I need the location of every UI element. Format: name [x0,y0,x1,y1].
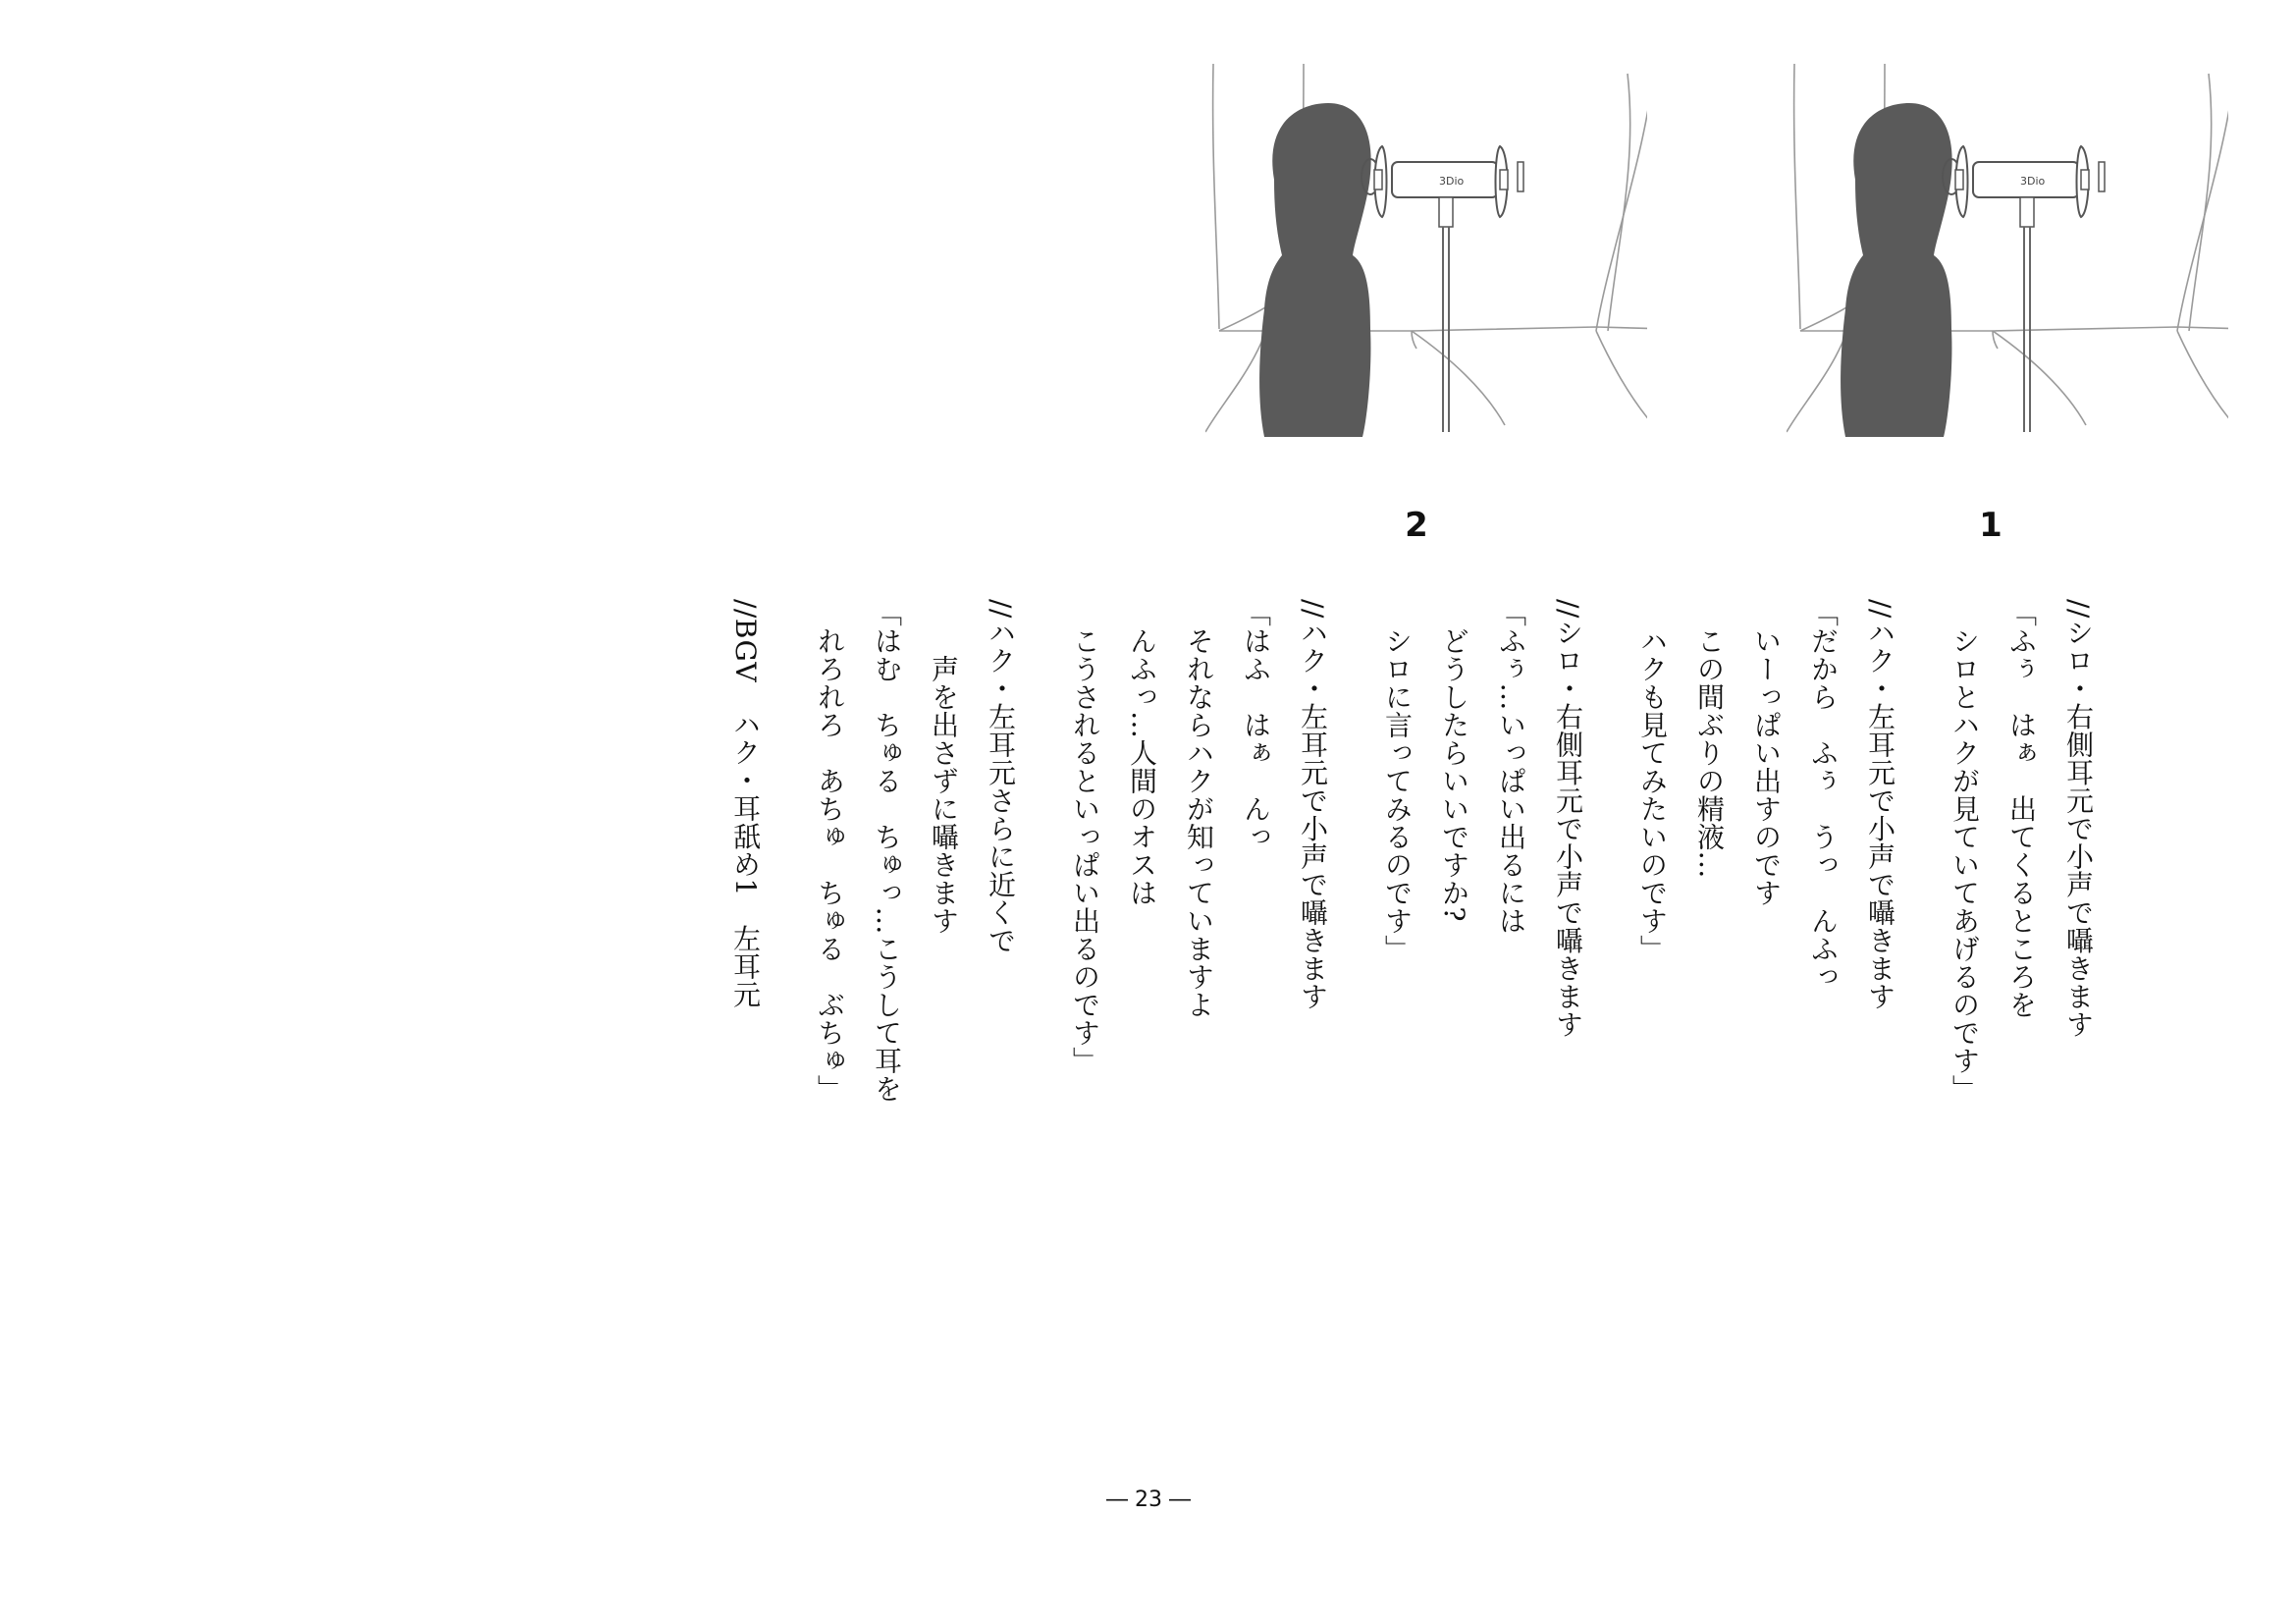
binaural-recording-illustration [1787,44,2228,437]
script-gap [774,599,801,1267]
script-line: //シロ・右側耳元で小声で囁きます [1552,599,1584,1039]
binaural-recording-illustration [1205,44,1647,437]
script-line: こうされるといっぱい出るのです」 [1069,599,1101,1075]
script-line: //ハク・左耳元で小声で囁きます [1297,599,1329,1010]
person-silhouette [1259,103,1371,437]
script-line: 「だから ふぅ うっ んふっ [1807,599,1840,991]
script-line: ハクも見てみたいのです」 [1636,599,1669,963]
panel-number-1: 1 [1979,506,2002,545]
script-line: いーっぱい出すのです [1750,599,1783,907]
panel-number-2: 2 [1405,506,1428,545]
mic-label: 3Dio [1439,175,1465,188]
script-line: //シロ・右側耳元で小声で囁きます [2062,599,2095,1039]
script-gap [1341,599,1368,1267]
script-text [717,599,2107,1267]
script-line: んふっ…人間のオスは [1126,599,1158,907]
script-line: この間ぶりの精液… [1693,599,1726,879]
script-line: シロに言ってみるのです」 [1381,599,1414,963]
script-line: 「ふぅ はぁ 出てくるところを [2005,599,2038,1019]
script-gap [1029,599,1056,1267]
script-line: //BGV ハク・耳舐め1 左耳元 [729,599,762,1008]
script-gap [1596,599,1624,1267]
script-gap [1908,599,1936,1267]
script-line: どうしたらいいですか? [1438,599,1470,923]
script-line: 「ふぅ…いっぱい出るには [1495,599,1527,935]
script-line: //ハク・左耳元で小声で囁きます [1864,599,1896,1010]
script-line: 「はふ はぁ んっ [1240,599,1272,851]
person-silhouette [1841,103,1952,437]
script-line: シロとハクが見ていてあげるのです」 [1949,599,1981,1103]
script-line: れろれろ あちゅ ちゅる ぶちゅ」 [814,599,846,1103]
script-line: それならハクが知っていますよ [1183,599,1215,1019]
panel-1-illustration [1787,44,2228,437]
mic-label: 3Dio [2020,175,2046,188]
panel-2-illustration [1205,44,1647,437]
page-number: ― 23 ― [1106,1488,1191,1512]
script-line: 「はむ ちゅる ちゅっ…こうして耳を [871,599,903,1103]
script-line: 声を出さずに囁きます [928,599,960,935]
script-line: //ハク・左耳元さらに近くで [985,599,1017,954]
